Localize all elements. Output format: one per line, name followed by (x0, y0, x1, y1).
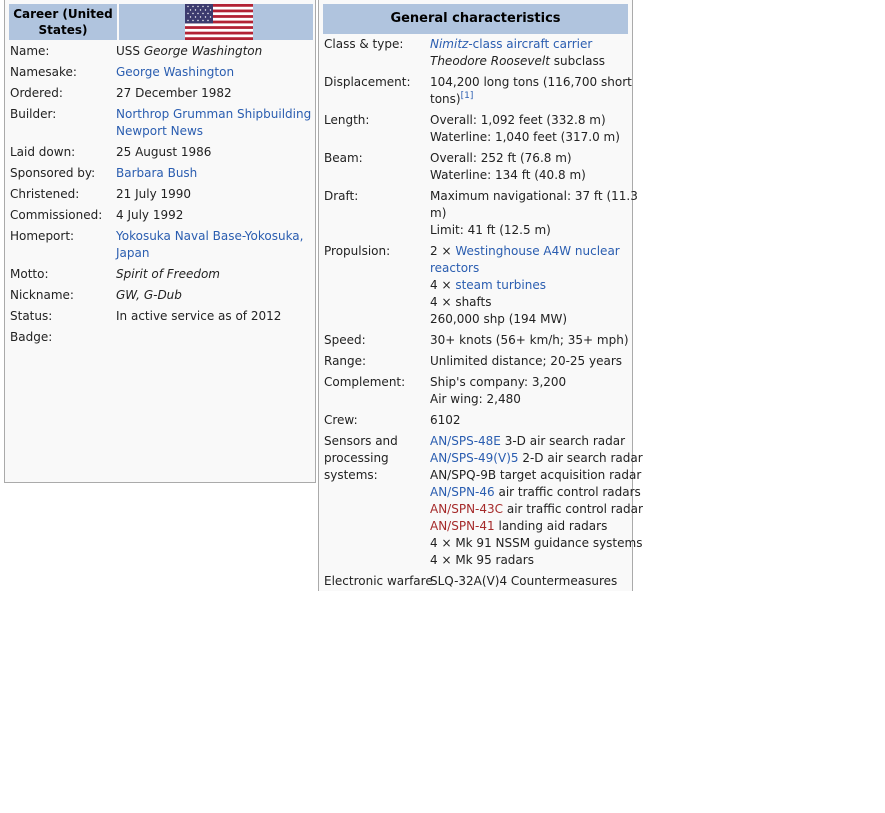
subclass-name: Theodore Roosevelt (430, 54, 550, 68)
namesake-link[interactable]: George Washington (116, 65, 235, 79)
value: Unlimited distance; 20-25 years (430, 354, 623, 368)
flag-cell (119, 4, 313, 40)
label-line1: Sensors and (324, 434, 398, 448)
builder-link-line2[interactable]: Newport News (116, 124, 204, 138)
value (116, 106, 311, 140)
sensor-desc: landing aid radars (494, 519, 608, 533)
displacement-line2 (430, 91, 630, 108)
homeport-link-line2[interactable]: Japan (116, 246, 150, 260)
label: Propulsion: (324, 244, 391, 258)
sensor-desc: 4 × Mk 95 radars (430, 553, 534, 567)
value: 30+ knots (56+ km/h; 35+ mph) (430, 333, 629, 347)
value (430, 36, 630, 70)
value: 25 August 1986 (116, 145, 212, 159)
propulsion-line3 (430, 277, 630, 294)
reference-link[interactable]: [1] (460, 91, 474, 101)
value: 27 December 1982 (116, 86, 232, 100)
homeport-link[interactable]: Yokosuka Naval Base-Yokosuka, (116, 229, 304, 243)
sensor-item (430, 552, 630, 569)
label-line3: systems: (324, 468, 378, 482)
ship-name: George Washington (143, 44, 263, 58)
label: Laid down: (10, 145, 76, 159)
subclass-suffix: subclass (549, 54, 606, 68)
label: Beam: (324, 151, 363, 165)
label: Nickname: (10, 288, 74, 302)
sensor-item (430, 484, 641, 501)
value (116, 228, 311, 262)
label: Namesake: (10, 65, 77, 79)
sensor-desc: AN/SPQ-9B target acquisition radar (430, 468, 642, 482)
label: Commissioned: (10, 208, 103, 222)
label (324, 433, 426, 484)
sensor-item (430, 467, 642, 484)
label: Ordered: (10, 86, 63, 100)
length-waterline: Waterline: 1,040 feet (317.0 m) (430, 130, 620, 144)
label: Badge: (10, 330, 53, 344)
label: Complement: (324, 375, 406, 389)
draft-max-line2: m) (430, 206, 447, 220)
label: Electronic warfare (324, 574, 433, 588)
label: Length: (324, 113, 370, 127)
shaft-power: 260,000 shp (194 MW) (430, 312, 568, 326)
value: SLQ-32A(V)4 Countermeasures (430, 574, 618, 588)
label: Class & type: (324, 37, 404, 51)
label: Crew: (324, 413, 358, 427)
label: Status: (10, 309, 53, 323)
sensor-redlink[interactable]: AN/SPN-43C (430, 502, 504, 516)
propulsion-line1 (430, 243, 630, 260)
sensor-link[interactable]: AN/SPS-49(V)5 (430, 451, 519, 465)
reactor-link[interactable]: Westinghouse A4W nuclear (455, 244, 620, 258)
label: Speed: (324, 333, 366, 347)
value (430, 374, 630, 408)
sensor-item (430, 518, 630, 535)
label: Name: (10, 44, 50, 58)
label: Homeport: (10, 229, 75, 243)
value (430, 74, 630, 108)
sensor-desc: 3-D air search radar (500, 434, 626, 448)
label: Displacement: (324, 75, 411, 89)
label: Sponsored by: (10, 166, 96, 180)
label-line2: processing (324, 451, 389, 465)
us-flag-icon[interactable] (185, 4, 253, 40)
displacement-line1: 104,200 long tons (116,700 short (430, 75, 632, 89)
value: 4 July 1992 (116, 208, 184, 222)
reactor-link-line2[interactable]: reactors (430, 261, 480, 275)
shafts: 4 × shafts (430, 295, 492, 309)
sensor-desc: 2-D air search radar (518, 451, 643, 465)
sponsor-link[interactable]: Barbara Bush (116, 166, 198, 180)
general-characteristics-header: General characteristics (323, 4, 628, 34)
sensor-link[interactable]: AN/SPS-48E (430, 434, 501, 448)
label: Builder: (10, 107, 57, 121)
reactor-count: 2 × (430, 244, 456, 258)
draft-limit: Limit: 41 ft (12.5 m) (430, 223, 551, 237)
value: In active service as of 2012 (116, 309, 282, 323)
career-infobox (4, 0, 316, 483)
sensor-desc: air traffic control radars (494, 485, 641, 499)
length-overall: Overall: 1,092 feet (332.8 m) (430, 113, 606, 127)
general-characteristics-infobox (318, 0, 643, 591)
ships-company: Ship's company: 3,200 (430, 375, 567, 389)
value: Spirit of Freedom (116, 267, 220, 281)
turbine-count: 4 × (430, 278, 456, 292)
displacement-tail: tons) (430, 92, 461, 106)
beam-overall: Overall: 252 ft (76.8 m) (430, 151, 572, 165)
value: 21 July 1990 (116, 187, 192, 201)
builder-link[interactable]: Northrop Grumman Shipbuilding (116, 107, 312, 121)
air-wing: Air wing: 2,480 (430, 392, 521, 406)
label: Range: (324, 354, 367, 368)
sensor-item (430, 535, 643, 552)
value: GW, G-Dub (116, 288, 182, 302)
subclass (430, 53, 630, 70)
sensor-item (430, 450, 643, 467)
beam-waterline: Waterline: 134 ft (40.8 m) (430, 168, 586, 182)
draft-max-line1: Maximum navigational: 37 ft (11.3 (430, 189, 638, 203)
value (430, 243, 630, 328)
class-suffix: -class aircraft carrier (468, 37, 593, 51)
sensor-item (430, 433, 630, 450)
label: Draft: (324, 189, 359, 203)
sensor-redlink[interactable]: AN/SPN-41 (430, 519, 495, 533)
career-header: Career (United States) (9, 4, 117, 40)
sensor-desc: air traffic control radar (503, 502, 643, 516)
value (430, 150, 630, 184)
steam-turbines-link[interactable]: steam turbines (455, 278, 546, 292)
ship-prefix: USS (116, 44, 144, 58)
value (116, 43, 311, 60)
sensor-link[interactable]: AN/SPN-46 (430, 485, 495, 499)
value (430, 433, 643, 569)
value (430, 112, 630, 146)
value (430, 188, 638, 239)
sensor-desc: 4 × Mk 91 NSSM guidance systems (430, 536, 643, 550)
class-name: Nimitz (430, 37, 469, 51)
label: Motto: (10, 267, 49, 281)
sensor-item (430, 501, 643, 518)
class-link[interactable] (430, 36, 630, 53)
value: 6102 (430, 413, 461, 427)
label: Christened: (10, 187, 80, 201)
